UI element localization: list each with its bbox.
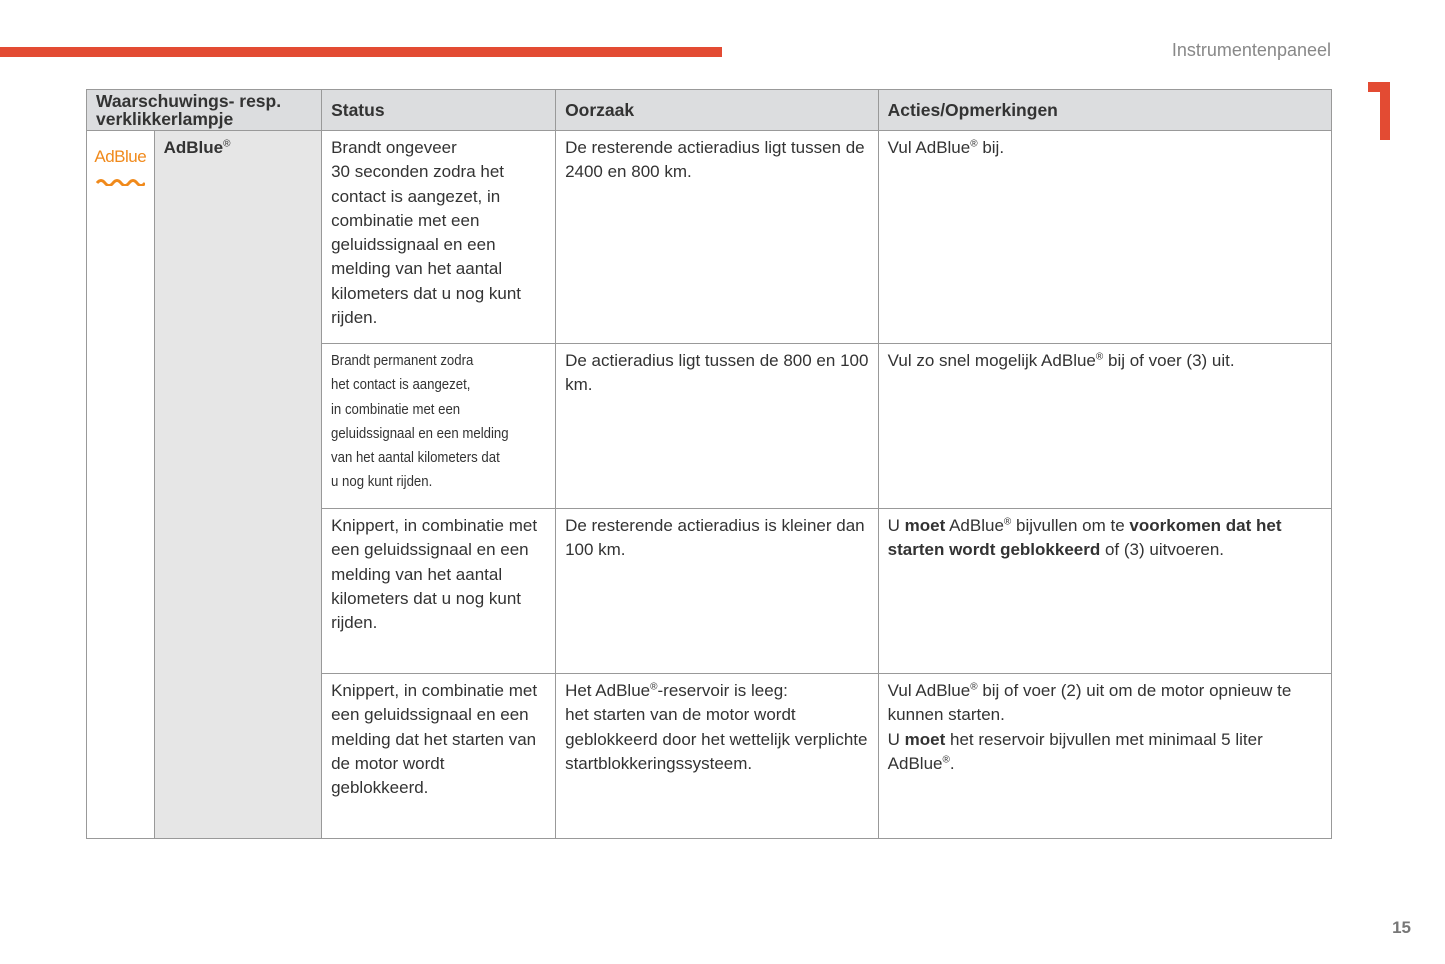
text-segment: bijvullen om te <box>1011 516 1130 535</box>
text-segment: De actieradius ligt tussen de 800 en 100 km. <box>565 351 869 395</box>
text-segment: U <box>887 516 905 535</box>
header-status: Status <box>322 90 556 131</box>
cell-action <box>878 344 1331 509</box>
text-segment: . <box>949 753 955 773</box>
cell-cause <box>556 344 879 509</box>
text-segment: ® <box>1095 351 1104 363</box>
text-segment: De resterende actieradius ligt tussen de 2400 en 800 km. <box>565 138 865 182</box>
text-segment: ® <box>970 138 978 150</box>
text-segment: U <box>887 729 905 749</box>
text-segment: in combinatie met een <box>331 400 461 418</box>
text-segment: Knippert, in combinatie met een geluidssignaal en een melding dat het starten van de motor wordt geblokkeerd. <box>331 681 538 798</box>
cell-status <box>322 344 556 509</box>
registered-mark: ® <box>223 138 231 150</box>
lamp-name-text: AdBlue <box>163 138 224 157</box>
text-segment: De resterende actieradius is kleiner dan 100 km. <box>565 516 865 560</box>
text-segment: Brandt permanent zodra <box>331 352 474 369</box>
cell-cause <box>556 131 879 344</box>
text-segment: het starten van de motor wordt geblokkeerd door het wettelijk verplichte startblokkeringssysteem. <box>565 705 868 773</box>
text-segment: Vul AdBlue <box>887 681 971 700</box>
text-segment: ® <box>1003 516 1012 528</box>
text-segment: bij. <box>977 138 1005 157</box>
text-segment: of (3) uitvoeren. <box>1100 540 1225 560</box>
text-segment: van het aantal kilometers dat <box>331 449 500 467</box>
text-segment: ® <box>942 754 950 766</box>
table-row <box>87 131 1332 344</box>
text-segment: ® <box>650 681 658 693</box>
text-segment: Brandt ongeveer <box>331 138 457 157</box>
text-segment: het contact is aangezet, <box>331 376 471 394</box>
section-title: Instrumentenpaneel <box>1171 40 1331 60</box>
text-segment: Het AdBlue <box>565 681 651 700</box>
text-segment: -reservoir is leeg: <box>657 681 788 700</box>
table-header-row <box>87 90 1332 131</box>
header-accent-bar <box>0 47 722 57</box>
text-segment: Vul AdBlue <box>887 138 971 157</box>
text-segment: AdBlue <box>945 516 1004 535</box>
warning-lamp-table <box>86 89 1332 839</box>
cell-action <box>878 509 1331 674</box>
text-segment: het reservoir bijvullen met minimaal 5 liter AdBlue <box>887 729 1263 773</box>
header-actions: Acties/Opmerkingen <box>878 90 1331 131</box>
page-number: 15 <box>1392 918 1411 937</box>
text-segment: moet <box>904 516 946 535</box>
adblue-wave-icon <box>95 178 145 186</box>
text-segment: bij of voer (3) uit. <box>1103 351 1235 370</box>
header-cause: Oorzaak <box>556 90 879 131</box>
cell-action <box>878 674 1331 839</box>
adblue-warning-icon <box>87 131 155 839</box>
text-segment: 30 seconden zodra het contact is aangezet, in combinatie met een geluidssignaal en een melding van het aantal kilometers dat u nog kunt rijden. <box>331 162 522 328</box>
text-segment: moet <box>904 729 946 749</box>
cell-status <box>322 509 556 674</box>
text-segment: voorkomen dat het starten wordt geblokkeerd <box>887 516 1282 560</box>
text-segment: bij of voer (2) uit om de motor opnieuw te kunnen starten. <box>887 681 1292 725</box>
chapter-number-1 <box>1368 82 1396 140</box>
text-segment: ® <box>970 681 978 693</box>
cell-cause <box>556 509 879 674</box>
text-segment: u nog kunt rijden. <box>331 473 433 491</box>
adblue-icon-text: AdBlue <box>94 147 147 166</box>
cell-action <box>878 131 1331 344</box>
lamp-name <box>154 131 321 839</box>
cell-status <box>322 674 556 839</box>
text-segment: geluidssignaal en een melding <box>331 424 509 442</box>
text-segment: Knippert, in combinatie met een geluidssignaal en een melding van het aantal kilometers dat u nog kunt rijden. <box>331 516 538 633</box>
cell-status <box>322 131 556 344</box>
text-segment: Vul zo snel mogelijk AdBlue <box>887 351 1096 370</box>
cell-cause <box>556 674 879 839</box>
header-lamp: Waarschuwings- resp. verklikkerlampje <box>87 90 322 131</box>
